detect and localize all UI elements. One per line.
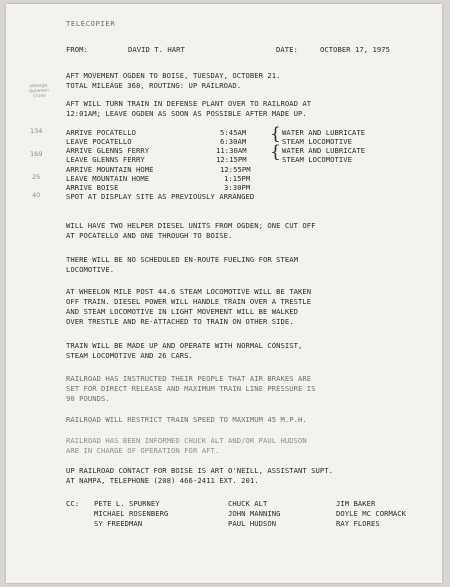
airbrakes-line-1: RAILROAD HAS INSTRUCTED THEIR PEOPLE THAT AIR BRAKES ARE	[66, 374, 312, 383]
helpers-line-2: AT POCATELLO AND ONE THROUGH TO BOISE.	[66, 231, 233, 240]
schedule-action: LEAVE POCATELLO	[66, 137, 132, 146]
date-value: OCTOBER 17, 1975	[320, 45, 391, 54]
from-label: FROM:	[66, 45, 88, 54]
intro-line-2: TOTAL MILEAGE 368, ROUTING: UP RAILROAD.	[66, 81, 242, 90]
schedule-action: ARRIVE GLENNS FERRY	[66, 146, 150, 155]
schedule-time: 11:30AM	[216, 146, 247, 155]
speed-line: RAILROAD WILL RESTRICT TRAIN SPEED TO MAXIMUM 45 M.P.H.	[66, 415, 307, 424]
cc-name: SY FREEDMAN	[94, 519, 143, 528]
schedule-mileage: 169	[30, 150, 43, 158]
schedule-mileage: 40	[32, 191, 41, 199]
informed-line-2: ARE IN CHARGE OF OPERATION FOR AFT.	[66, 446, 220, 455]
cc-name: PAUL HUDSON	[228, 519, 277, 528]
schedule-mileage: 25	[32, 173, 41, 181]
schedule-time: 1:15PM	[224, 174, 251, 183]
margin-stamp-line: Cities	[32, 93, 46, 100]
schedule-action: ARRIVE POCATELLO	[66, 128, 137, 137]
contact-line-1: UP RAILROAD CONTACT FOR BOISE IS ART O'NEILL, ASSISTANT SUPT.	[66, 466, 334, 475]
cc-label: CC:	[66, 499, 80, 508]
cc-name: PETE L. SPURNEY	[94, 499, 160, 508]
handoff-line-2: 12:01AM; LEAVE OGDEN AS SOON AS POSSIBLE AFTER MADE UP.	[66, 109, 307, 118]
handoff-line-1: AFT WILL TURN TRAIN IN DEFENSE PLANT OVER TO RAILROAD AT	[66, 99, 312, 108]
cc-name: RAY FLORES	[336, 519, 380, 528]
schedule-note: WATER AND LUBRICATE	[282, 128, 366, 137]
schedule-note: WATER AND LUBRICATE	[282, 146, 366, 155]
intro-line-1: AFT MOVEMENT OGDEN TO BOISE, TUESDAY, OCTOBER 21.	[66, 71, 281, 80]
informed-line-1: RAILROAD HAS BEEN INFORMED CHUCK ALT AND/OR PAUL HUDSON	[66, 436, 307, 445]
wheelon-line-2: OFF TRAIN. DIESEL POWER WILL HANDLE TRAIN OVER A TRESTLE	[66, 297, 312, 306]
cc-name: JOHN MANNING	[228, 509, 281, 518]
brace-pocatello: {	[270, 124, 281, 144]
schedule-note: STEAM LOCOMOTIVE	[282, 155, 353, 164]
schedule-time: 3:30PM	[224, 183, 251, 192]
schedule-action: ARRIVE BOISE	[66, 183, 119, 192]
helpers-line-1: WILL HAVE TWO HELPER DIESEL UNITS FROM OGDEN; ONE CUT OFF	[66, 221, 316, 230]
margin-stamp	[22, 83, 57, 100]
cc-name: JIM BAKER	[336, 499, 376, 508]
from-name: DAVID T. HART	[128, 45, 185, 54]
date-label: DATE:	[276, 45, 298, 54]
margin-stamp-line: Between	[28, 88, 49, 95]
schedule-action: ARRIVE MOUNTAIN HOME	[66, 165, 154, 174]
wheelon-line-1: AT WHEELON MILE POST 44.6 STEAM LOCOMOTIVE WILL BE TAKEN	[66, 287, 312, 296]
wheelon-line-3: AND STEAM LOCOMOTIVE IN LIGHT MOVEMENT WILL BE WALKED	[66, 307, 298, 316]
schedule-time: 6:30AM	[220, 137, 247, 146]
schedule-time: 12:55PM	[220, 165, 251, 174]
schedule-mileage: 134	[30, 127, 43, 135]
spot-line: SPOT AT DISPLAY SITE AS PREVIOUSLY ARRANGED	[66, 192, 255, 201]
consist-line-1: TRAIN WILL BE MADE UP AND OPERATE WITH NORMAL CONSIST,	[66, 341, 303, 350]
schedule-action: LEAVE MOUNTAIN HOME	[66, 174, 150, 183]
contact-line-2: AT NAMPA, TELEPHONE (208) 466-2411 EXT. 201.	[66, 476, 259, 485]
airbrakes-line-2: SET FOR DIRECT RELEASE AND MAXIMUM TRAIN LINE PRESSURE IS	[66, 384, 316, 393]
fueling-line-1: THERE WILL BE NO SCHEDULED EN-ROUTE FUELING FOR STEAM	[66, 255, 298, 264]
airbrakes-line-3: 90 POUNDS.	[66, 394, 110, 403]
schedule-time: 5:45AM	[220, 128, 247, 137]
margin-stamp-line: Mileage	[29, 83, 48, 90]
cc-name: CHUCK ALT	[228, 499, 268, 508]
fueling-line-2: LOCOMOTIVE.	[66, 265, 115, 274]
cc-name: DOYLE MC CORMACK	[336, 509, 407, 518]
schedule-note: STEAM LOCOMOTIVE	[282, 137, 353, 146]
wheelon-line-4: OVER TRESTLE AND RE-ATTACHED TO TRAIN ON OTHER SIDE.	[66, 317, 294, 326]
schedule-time: 12:15PM	[216, 155, 247, 164]
schedule-action: LEAVE GLENNS FERRY	[66, 155, 145, 164]
consist-line-2: STEAM LOCOMOTIVE AND 26 CARS.	[66, 351, 193, 360]
brace-glenns-ferry: {	[270, 142, 281, 162]
memo-title: TELECOPIER	[66, 19, 116, 28]
cc-name: MICHAEL ROSENBERG	[94, 509, 169, 518]
